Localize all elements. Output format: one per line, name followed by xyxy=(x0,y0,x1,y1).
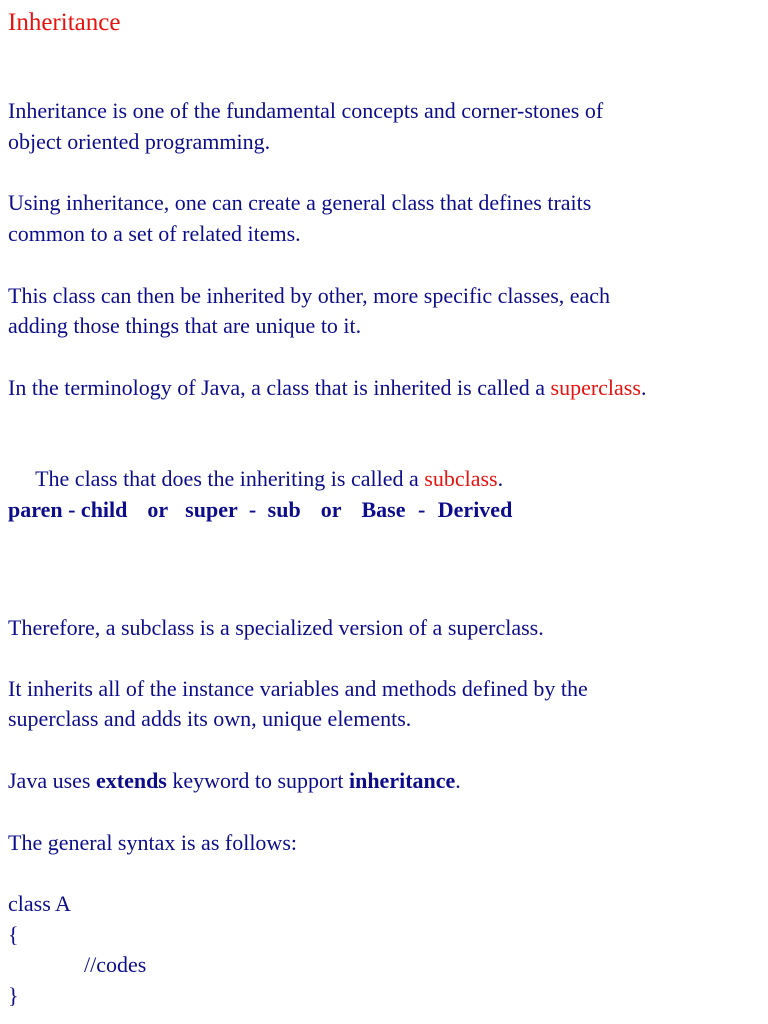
subclass-term: subclass xyxy=(424,466,498,491)
extends-sentence-suffix: . xyxy=(455,768,461,793)
term-pair-parent-child: paren - child xyxy=(8,497,128,522)
paragraph-inherits-line-1: It inherits all of the instance variables and methods defined by the xyxy=(8,676,588,701)
inheritance-keyword: inheritance xyxy=(348,768,456,793)
term-or-2: or xyxy=(320,497,342,522)
code-line-close-brace: } xyxy=(8,983,19,1008)
code-line-class-a: class A xyxy=(8,891,71,916)
paragraph-1-line-1: Inheritance is one of the fundamental concepts and corner-stones of xyxy=(8,98,604,123)
terms-line xyxy=(8,495,512,525)
paragraph-extends xyxy=(8,766,461,796)
term-pair-base-derived: Base - Derived xyxy=(361,497,513,522)
extends-sentence-middle: keyword to support xyxy=(166,768,349,793)
extends-keyword: extends xyxy=(95,768,167,793)
paragraph-2-line-1: Using inheritance, one can create a general class that defines traits xyxy=(8,190,592,215)
superclass-sentence-prefix: In the terminology of Java, a class that is inherited is called a xyxy=(8,375,551,400)
paragraph-inherits-line-2: superclass and adds its own, unique elements. xyxy=(8,706,412,731)
superclass-sentence-suffix: . xyxy=(640,375,647,400)
code-line-open-brace: { xyxy=(8,922,19,947)
code-line-comment: //codes xyxy=(84,952,147,977)
paragraph-specialized: Therefore, a subclass is a specialized version of a superclass. xyxy=(8,615,544,640)
term-or-1: or xyxy=(147,497,169,522)
paragraph-3-line-1: This class can then be inherited by other, more specific classes, each xyxy=(8,283,611,308)
subclass-sentence-prefix: The class that does the inheriting is called a xyxy=(30,466,425,491)
subclass-sentence-suffix: . xyxy=(497,466,504,491)
paragraph-syntax-intro: The general syntax is as follows: xyxy=(8,830,297,855)
paragraph-1-line-2: object oriented programming. xyxy=(8,129,271,154)
paragraph-3-line-2: adding those things that are unique to it. xyxy=(8,313,362,338)
term-pair-super-sub: super - sub xyxy=(185,497,301,522)
page-title: Inheritance xyxy=(8,9,121,36)
superclass-term: superclass xyxy=(550,375,641,400)
extends-sentence-prefix: Java uses xyxy=(8,768,96,793)
paragraph-2-line-2: common to a set of related items. xyxy=(8,221,301,246)
paragraph-superclass xyxy=(8,373,646,403)
